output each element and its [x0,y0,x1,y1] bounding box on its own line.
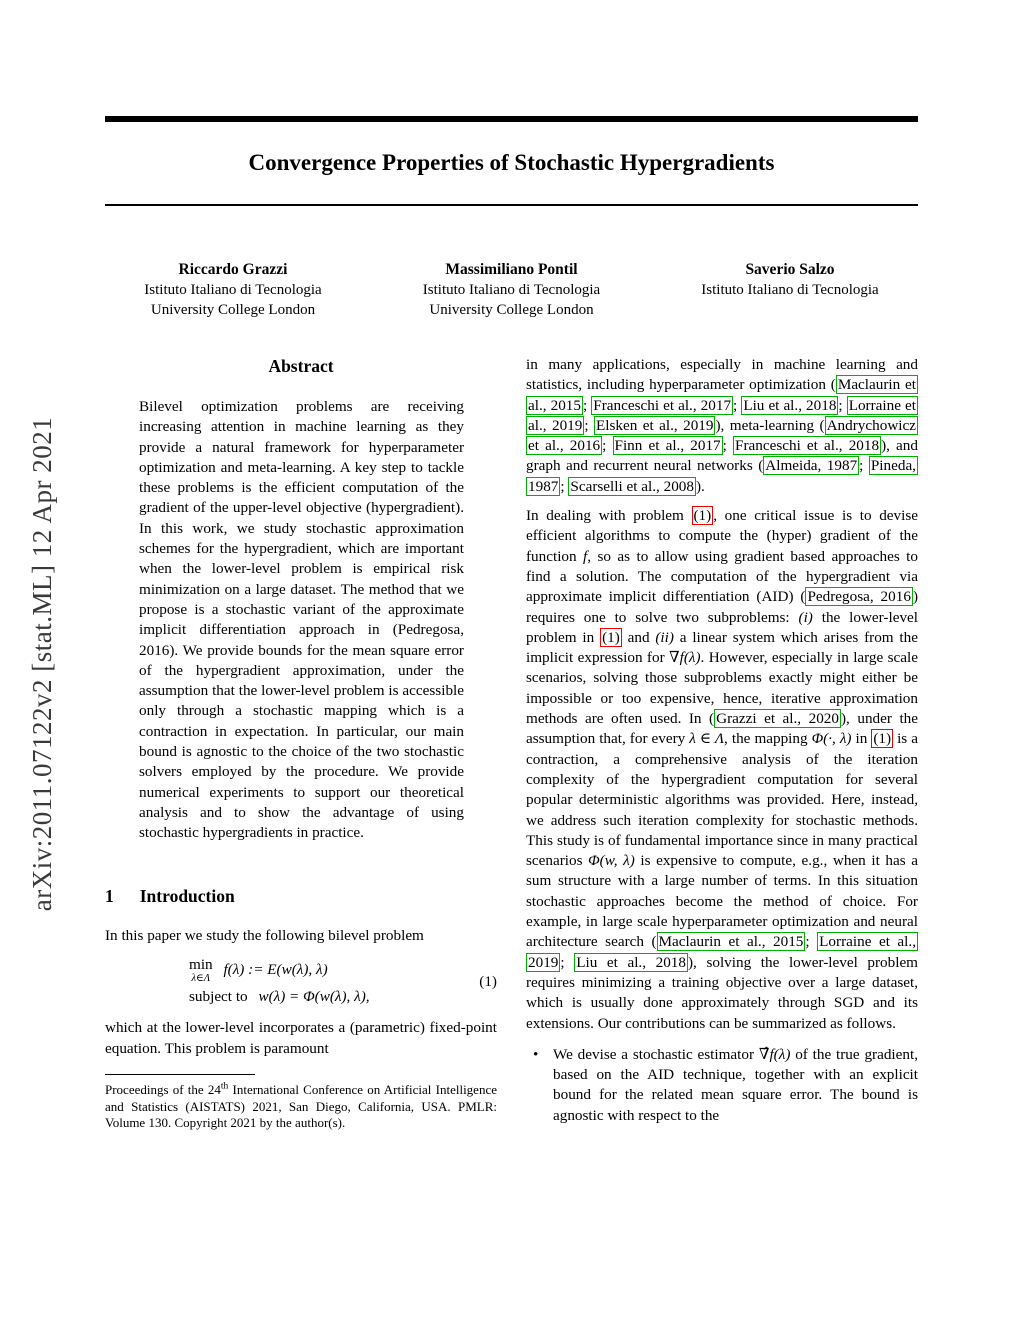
top-rule [105,116,918,122]
text-run: Proceedings of the 24 [105,1082,221,1098]
citation-link[interactable]: Franceschi et al., 2018 [735,437,880,455]
equation-1 [105,956,497,1007]
text-run: is expensive to compute, e.g., when it has a sum structure with a large number of terms. In this situation stochastic approaches become the method of choice. For example, in large scale hyperparameter optimization and neural architecture search ( [526,852,918,951]
text-run: , one critical issue is to devise efficient algorithms to compute the (hyper) gradient of the function [526,507,918,565]
footnote [105,1074,497,1132]
author-affiliation-1: Istituto Italiano di Tecnologia [701,282,879,298]
author-affiliation-2: University College London [429,302,594,318]
text-run: and [621,628,656,646]
text-run: in [851,730,872,748]
paragraph-2 [526,506,918,1034]
text-run: of the true gradient, based on the AID technique, together with an explicit bound for the related mean square error. The bound is agnostic with respect to the [553,1045,919,1124]
equation-number: (1) [479,972,497,990]
math-run: (ii) [655,628,674,646]
text-run: ), under the assumption that, for every [526,710,919,748]
author-block [412,260,612,320]
text-run: ), solving the lower-level problem requires minimizing a training objective over a large dataset, which is usually done approximately through SGD and its extensions. Our contributions can be summarized as follows. [526,953,918,1032]
paper-content [105,116,918,1132]
text-run: a linear system which arises from the implicit expression for [526,628,918,667]
section-number: 1 [105,885,114,906]
section-title: Introduction [139,885,235,906]
math-run: f [583,547,588,565]
min-operator: min λ∈Λ [189,956,213,985]
authors-row [105,260,918,320]
equation-ref-link[interactable]: (1) [602,628,620,646]
text-run: ). [695,477,705,495]
bullet-marker: • [533,1045,539,1063]
citation-link[interactable]: Elsken et al., 2019 [596,416,714,434]
citation-link[interactable]: Lorraine et al., 2019 [528,396,916,434]
text-run: ; [722,437,734,455]
footnote-text [105,1082,497,1132]
arxiv-watermark: arXiv:2011.07122v2 [stat.ML] 12 Apr 2021 [27,416,57,912]
math-run: ∇̂f(λ) [758,1045,791,1063]
two-column-body [105,355,918,1132]
text-run: ; [602,437,613,455]
title-rule [105,204,918,206]
text-run: in many applications, especially in machine learning and statistics, including hyperparameter optimization ( [526,356,918,394]
text-run: International Conference on Artificial Intelligence and Statistics (AISTATS) 2021, San Diego, California, USA. PMLR: Volume 130. Copyright 2021 by the author(s). [105,1082,497,1131]
equation-ref-link[interactable]: (1) [873,730,892,748]
citation-link[interactable]: Pedregosa, 2016 [807,588,911,606]
citation-link[interactable]: Liu et al., 2018 [743,396,837,414]
paper-title: Convergence Properties of Stochastic Hypergradients [248,150,775,175]
equation-body [105,956,479,1007]
text-run: ), meta-learning ( [715,416,825,434]
author-name: Massimiliano Pontil [445,261,578,278]
text-run: is a contraction, a comprehensive analysis of the iteration complexity of the hypergradient computation for several popular deterministic algorithms was provided. Here, instead, we address such iteration complexity for stochastic methods. This study is of fundamental importance since in many practical scenarios [526,730,918,870]
citation-link[interactable]: Pineda, 1987 [528,457,916,495]
subject-to-label: subject to [189,988,248,1006]
author-affiliation-2: University College London [150,302,316,318]
text-run: . However, especially in large scale scenarios, solving those subproblems exactly might either be impossible or too expensive, hence, iterative approximation methods are often used. In ( [526,649,918,728]
citation-link[interactable]: Andrychowicz et al., 2016 [528,416,916,455]
equation-line-1 [189,956,479,984]
author-block [690,260,890,320]
citation-link[interactable]: Lorraine et al., 2019 [528,933,916,971]
text-run: ) requires one to solve two subproblems: [526,588,918,626]
citation-link[interactable]: Maclaurin et al., 2015 [658,933,804,951]
min-subscript: λ∈Λ [191,973,211,985]
author-affiliation-1: Istituto Italiano di Tecnologia [422,282,601,298]
text-run: We devise a stochastic estimator [553,1045,759,1063]
math-run: λ ∈ Λ [689,730,725,748]
math-run: Φ(·, λ) [811,730,852,748]
constraint-expression: w(λ) = Φ(w(λ), λ), [258,988,370,1006]
citation-link[interactable]: Finn et al., 2017 [614,437,721,455]
objective-expression: f(λ) := E(w(λ), λ) [223,960,328,978]
text-run: ; [859,457,869,475]
superscript-run: th [220,1081,229,1092]
text-run: ), and graph and recurrent neural networks ( [526,437,918,475]
math-run: (i) [798,608,813,626]
paragraph-1 [526,355,918,497]
left-column [105,355,497,1132]
abstract-text: Bilevel optimization problems are receiving increasing attention in machine learning as they provide a natural framework for hyperparameter optimization and meta-learning. A key step to tackle these problems is the efficient computation of the gradient of the upper-level objective (hypergradient). In this work, we study stochastic approximation schemes for the hypergradient, which are important when the lower-level problem is empirical risk minimization on a large dataset. The method that we propose is a stochastic variant of the approximate implicit differentiation approach in (Pedregosa, 2016). We provide bounds for the mean square error of the hypergradient approximation, under the assumption that the lower-level problem is accessible only through a stochastic mapping which is a contraction in expectation. In particular, our main bound is agnostic to the choice of the two stochastic solvers employed by the procedure. We provide numerical experiments to support our theoretical analysis and to show the advantage of using stochastic hypergradients in practice. [139,398,464,842]
text-run: , so as to allow using gradient based approaches to find a solution. The computation of the hypergradient via approximate implicit differentiation (AID) ( [526,547,918,606]
text-run: ; [582,396,592,414]
text-run: In dealing with problem [526,507,692,525]
citation-link[interactable]: Franceschi et al., 2017 [593,396,732,414]
bullet-text [553,1045,918,1126]
section-1-heading [105,886,497,906]
citation-link[interactable]: Grazzi et al., 2020 [716,710,839,728]
citation-link[interactable]: Scarselli et al., 2008 [570,477,694,495]
text-run: the lower-level problem in [526,608,919,646]
author-block [133,260,333,320]
author-name: Riccardo Grazzi [178,261,288,278]
abstract-heading: Abstract [268,356,334,376]
text-run: ; [733,396,742,414]
intro-lead: In this paper we study the following bilevel problem [105,926,424,944]
text-run: ; [584,416,594,434]
text-run: ; [560,953,575,971]
citation-link[interactable]: Liu et al., 2018 [576,953,686,971]
math-run: ∇f(λ) [669,649,701,667]
math-run: Φ(w, λ) [588,852,635,870]
citation-link[interactable]: Almeida, 1987 [765,457,858,475]
citation-link[interactable]: Maclaurin et al., 2015 [528,376,916,414]
after-equation-text: which at the lower-level incorporates a (parametric) fixed-point equation. This problem is paramount [105,1019,497,1057]
text-run: ; [838,396,847,414]
text-run: ; [805,933,818,951]
author-name: Saverio Salzo [745,261,835,278]
text-run: , the mapping [724,730,812,748]
footnote-rule [105,1074,255,1075]
author-affiliation-1: Istituto Italiano di Tecnologia [144,282,322,298]
equation-line-2 [189,987,479,1007]
equation-ref-link[interactable]: (1) [693,507,712,525]
text-run: ; [560,477,569,495]
right-column [526,355,918,1132]
bullet-item [526,1045,918,1126]
